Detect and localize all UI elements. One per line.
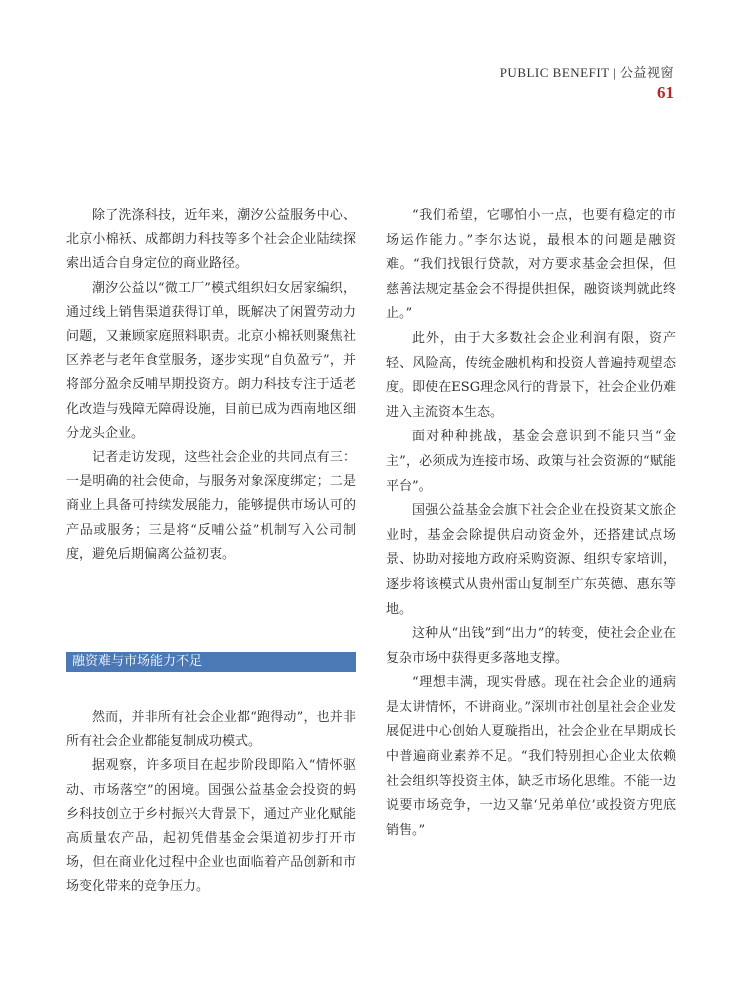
body-paragraph: 此外，由于大多数社会企业利润有限，资产轻、风险高，传统金融机构和投资人普遍持观望态度。即使在ESG理念风行的背景下，社会企业仍难进入主流资本生态。 [386,330,676,420]
body-paragraph: “理想丰满，现实骨感。现在社会企业的通病是太讲情怀，不讲商业。”深圳市社创星社会企业发展促进中心创始人夏璇指出，社会企业在早期成长中普遍商业素养不足。“我们特别担心企业太依赖社会组织等投资主体，缺乏市场化思维。不能一边说要市场竞争，一边又靠‘兄弟单位’或投资方兜底销售。” [386,675,676,838]
body-paragraph: 记者走访发现，这些社会企业的共同点有三：一是明确的社会使命，与服务对象深度绑定；二是商业上具备可持续发展能力，能够提供市场认可的产品或服务；三是将“反哺公益”机制写入公司制度，避免后期偏离公益初衷。 [66,450,356,562]
page-number: 61 [657,83,674,102]
body-paragraph: 面对种种挑战，基金会意识到不能只当“金主”，必须成为连接市场、政策与社会资源的“赋能平台”。 [386,429,676,494]
body-paragraph: 这种从“出钱”到“出力”的转变，使社会企业在复杂市场中获得更多落地支撑。 [386,626,676,666]
body-paragraph: 然而，并非所有社会企业都“跑得动”，也并非所有社会企业都能复制成功模式。 [66,710,356,750]
body-paragraph: 潮汐公益以“微工厂”模式组织妇女居家编织，通过线上销售渠道获得订单，既解决了闲置劳动力问题，又兼顾家庭照料职责。北京小棉袄则聚焦社区养老与老年食堂服务，逐步实现“自负盈亏”，并将部分盈余反哺早期投资方。朗力科技专注于适老化改造与残障无障碍设施，目前已成为西南地区细分龙头企业。 [66,280,356,441]
section-heading: 融资难与市场能力不足 [66,652,356,672]
left-column-continued [66,706,356,900]
body-paragraph: 除了洗涤科技，近年来，潮汐公益服务中心、北京小棉袄、成都朗力科技等多个社会企业陆续探索出适合自身定位的商业路径。 [66,208,356,272]
body-paragraph: 据观察，许多项目在起步阶段即陷入“情怀驱动、市场落空”的困境。国强公益基金会投资的蚂乡科技创立于乡村振兴大背景下，通过产业化赋能高质量农产品，起初凭借基金会渠道初步打开市场，但在商业化过程中企业也面临着产品创新和市场变化带来的竞争压力。 [66,758,356,895]
page-header [500,62,674,103]
body-paragraph: “我们希望，它哪怕小一点，也要有稳定的市场运作能力。”李尔达说，最根本的问题是融资难。“我们找银行贷款，对方要求基金会担保，但慈善法规定基金会不得提供担保，融资谈判就此终止。” [386,208,676,322]
left-column [66,204,356,567]
right-column [386,204,676,843]
body-paragraph: 国强公益基金会旗下社会企业在投资某文旅企业时，基金会除提供启动资金外，还搭建试点场景、协助对接地方政府采购资源、组织专家培训，逐步将该模式从贵州雷山复制至广东英德、惠东等地。 [386,503,676,617]
section-label: PUBLIC BENEFIT | 公益视窗 [499,65,674,80]
